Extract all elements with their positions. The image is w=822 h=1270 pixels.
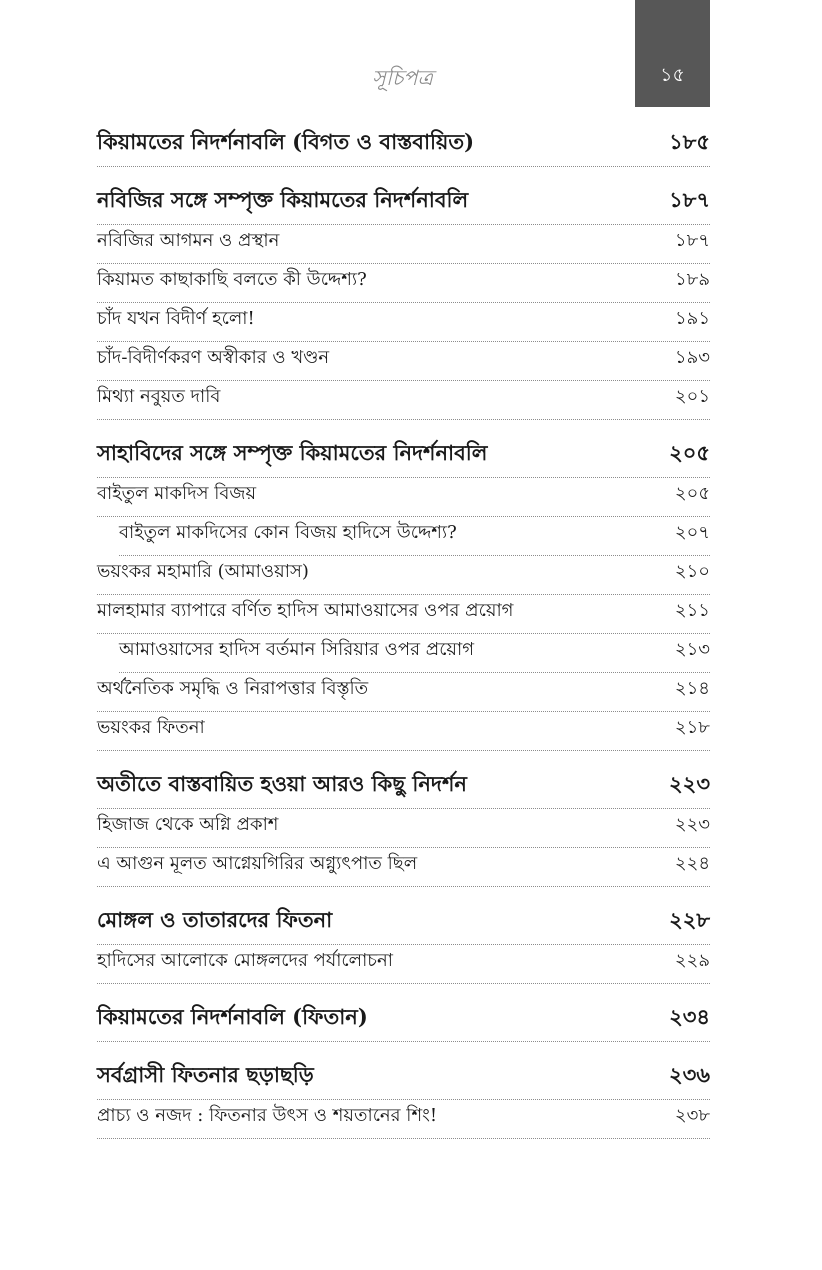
toc-entry-chapter[interactable] bbox=[97, 437, 710, 478]
toc-entry-chapter[interactable] bbox=[97, 1059, 710, 1100]
toc-entry-section[interactable] bbox=[97, 945, 710, 984]
toc-entry-section[interactable] bbox=[97, 264, 710, 303]
toc-entry-title: মিথ্যা নবুয়ত দাবি bbox=[97, 386, 221, 407]
toc-entry-title: মোঙ্গল ও তাতারদের ফিতনা bbox=[97, 907, 333, 932]
toc-entry-page: ২০১ bbox=[674, 386, 710, 407]
toc-entry-page: ২২৩ bbox=[669, 771, 710, 796]
toc-entry-section[interactable] bbox=[97, 381, 710, 420]
toc-entry-title: মালহামার ব্যাপারে বর্ণিত হাদিস আমাওয়াসের ওপর প্রয়োগ bbox=[97, 600, 514, 621]
toc-entry-title: অর্থনৈতিক সমৃদ্ধি ও নিরাপত্তার বিস্তৃতি bbox=[97, 678, 369, 699]
toc-entry-title: হিজাজ থেকে অগ্নি প্রকাশ bbox=[97, 814, 279, 835]
toc-entry-title: সর্বগ্রাসী ফিতনার ছড়াছড়ি bbox=[97, 1062, 314, 1087]
toc-entry-title: এ আগুন মূলত আগ্নেয়গিরির অগ্ন্যুৎপাত ছিল bbox=[97, 853, 418, 874]
toc-entry-page: ২১০ bbox=[674, 561, 710, 582]
toc-entry-section[interactable] bbox=[97, 712, 710, 751]
toc-entry-section[interactable] bbox=[97, 303, 710, 342]
toc-entry-title: বাইতুল মাকদিস বিজয় bbox=[97, 483, 257, 504]
toc-entry-chapter[interactable] bbox=[97, 904, 710, 945]
toc-entry-page: ২৩৪ bbox=[669, 1004, 710, 1029]
toc-entry-title: কিয়ামত কাছাকাছি বলতে কী উদ্দেশ্য? bbox=[97, 269, 367, 290]
toc-entry-page: ১৯৩ bbox=[674, 347, 710, 368]
toc-entry-section[interactable] bbox=[97, 225, 710, 264]
toc-entry-title: সাহাবিদের সঙ্গে সম্পৃক্ত কিয়ামতের নিদর্শনাবলি bbox=[97, 440, 488, 465]
toc-entry-title: অতীতে বাস্তবায়িত হওয়া আরও কিছু নিদর্শন bbox=[97, 771, 467, 796]
toc-entry-title: চাঁদ-বিদীর্ণকরণ অস্বীকার ও খণ্ডন bbox=[97, 347, 330, 368]
toc-entry-section[interactable] bbox=[97, 556, 710, 595]
toc-entry-section[interactable] bbox=[97, 342, 710, 381]
toc-entry-section[interactable] bbox=[97, 848, 710, 887]
toc-entry-title: নবিজির সঙ্গে সম্পৃক্ত কিয়ামতের নিদর্শনাবলি bbox=[97, 187, 469, 212]
toc-entry-title: নবিজির আগমন ও প্রস্থান bbox=[97, 230, 280, 251]
table-of-contents bbox=[97, 126, 710, 1139]
toc-entry-page: ২৩৬ bbox=[669, 1062, 710, 1087]
toc-entry-title: কিয়ামতের নিদর্শনাবলি (ফিতান) bbox=[97, 1004, 368, 1029]
toc-entry-section[interactable] bbox=[97, 595, 710, 634]
toc-entry-subsection[interactable] bbox=[119, 634, 710, 673]
toc-entry-section[interactable] bbox=[97, 1100, 710, 1139]
toc-entry-page: ২০৭ bbox=[674, 522, 710, 543]
toc-entry-title: কিয়ামতের নিদর্শনাবলি (বিগত ও বাস্তবায়িত) bbox=[97, 129, 475, 154]
toc-entry-title: আমাওয়াসের হাদিস বর্তমান সিরিয়ার ওপর প্রয়োগ bbox=[119, 639, 475, 660]
toc-entry-title: প্রাচ্য ও নজদ : ফিতনার উৎস ও শয়তানের শিং! bbox=[97, 1105, 438, 1126]
toc-entry-title: ভয়ংকর মহামারি (আমাওয়াস) bbox=[97, 561, 309, 582]
toc-entry-page: ১৮৭ bbox=[674, 230, 710, 251]
toc-entry-subsection[interactable] bbox=[119, 517, 710, 556]
toc-entry-page: ২১৮ bbox=[674, 717, 710, 738]
toc-entry-title: হাদিসের আলোকে মোঙ্গলদের পর্যালোচনা bbox=[97, 950, 393, 971]
toc-entry-part[interactable] bbox=[97, 126, 710, 167]
toc-entry-page: ২১১ bbox=[674, 600, 710, 621]
toc-entry-page: ২১৩ bbox=[674, 639, 710, 660]
toc-entry-page: ১৮৫ bbox=[669, 129, 710, 154]
running-header-title: সূচিপত্র bbox=[372, 66, 433, 90]
page-number-tab bbox=[635, 0, 710, 107]
toc-entry-title: বাইতুল মাকদিসের কোন বিজয় হাদিসে উদ্দেশ্য? bbox=[119, 522, 457, 543]
toc-entry-page: ২২৯ bbox=[674, 950, 710, 971]
toc-entry-section[interactable] bbox=[97, 478, 710, 517]
toc-entry-page: ২০৫ bbox=[669, 440, 710, 465]
toc-entry-title: ভয়ংকর ফিতনা bbox=[97, 717, 205, 738]
toc-entry-page: ২২৩ bbox=[674, 814, 710, 835]
toc-entry-title: চাঁদ যখন বিদীর্ণ হলো! bbox=[97, 308, 255, 329]
toc-entry-section[interactable] bbox=[97, 809, 710, 848]
toc-entry-page: ২২৪ bbox=[674, 853, 710, 874]
toc-entry-page: ২৩৮ bbox=[674, 1105, 710, 1126]
toc-entry-part[interactable] bbox=[97, 1001, 710, 1042]
toc-entry-page: ২০৫ bbox=[674, 483, 710, 504]
toc-entry-page: ২২৮ bbox=[669, 907, 710, 932]
toc-entry-page: ১৮৯ bbox=[674, 269, 710, 290]
toc-entry-page: ২১৪ bbox=[674, 678, 710, 699]
toc-entry-section[interactable] bbox=[97, 673, 710, 712]
toc-entry-page: ১৮৭ bbox=[669, 187, 710, 212]
page-number: ১৫ bbox=[660, 64, 685, 86]
toc-entry-chapter[interactable] bbox=[97, 768, 710, 809]
toc-entry-chapter[interactable] bbox=[97, 184, 710, 225]
toc-entry-page: ১৯১ bbox=[674, 308, 710, 329]
